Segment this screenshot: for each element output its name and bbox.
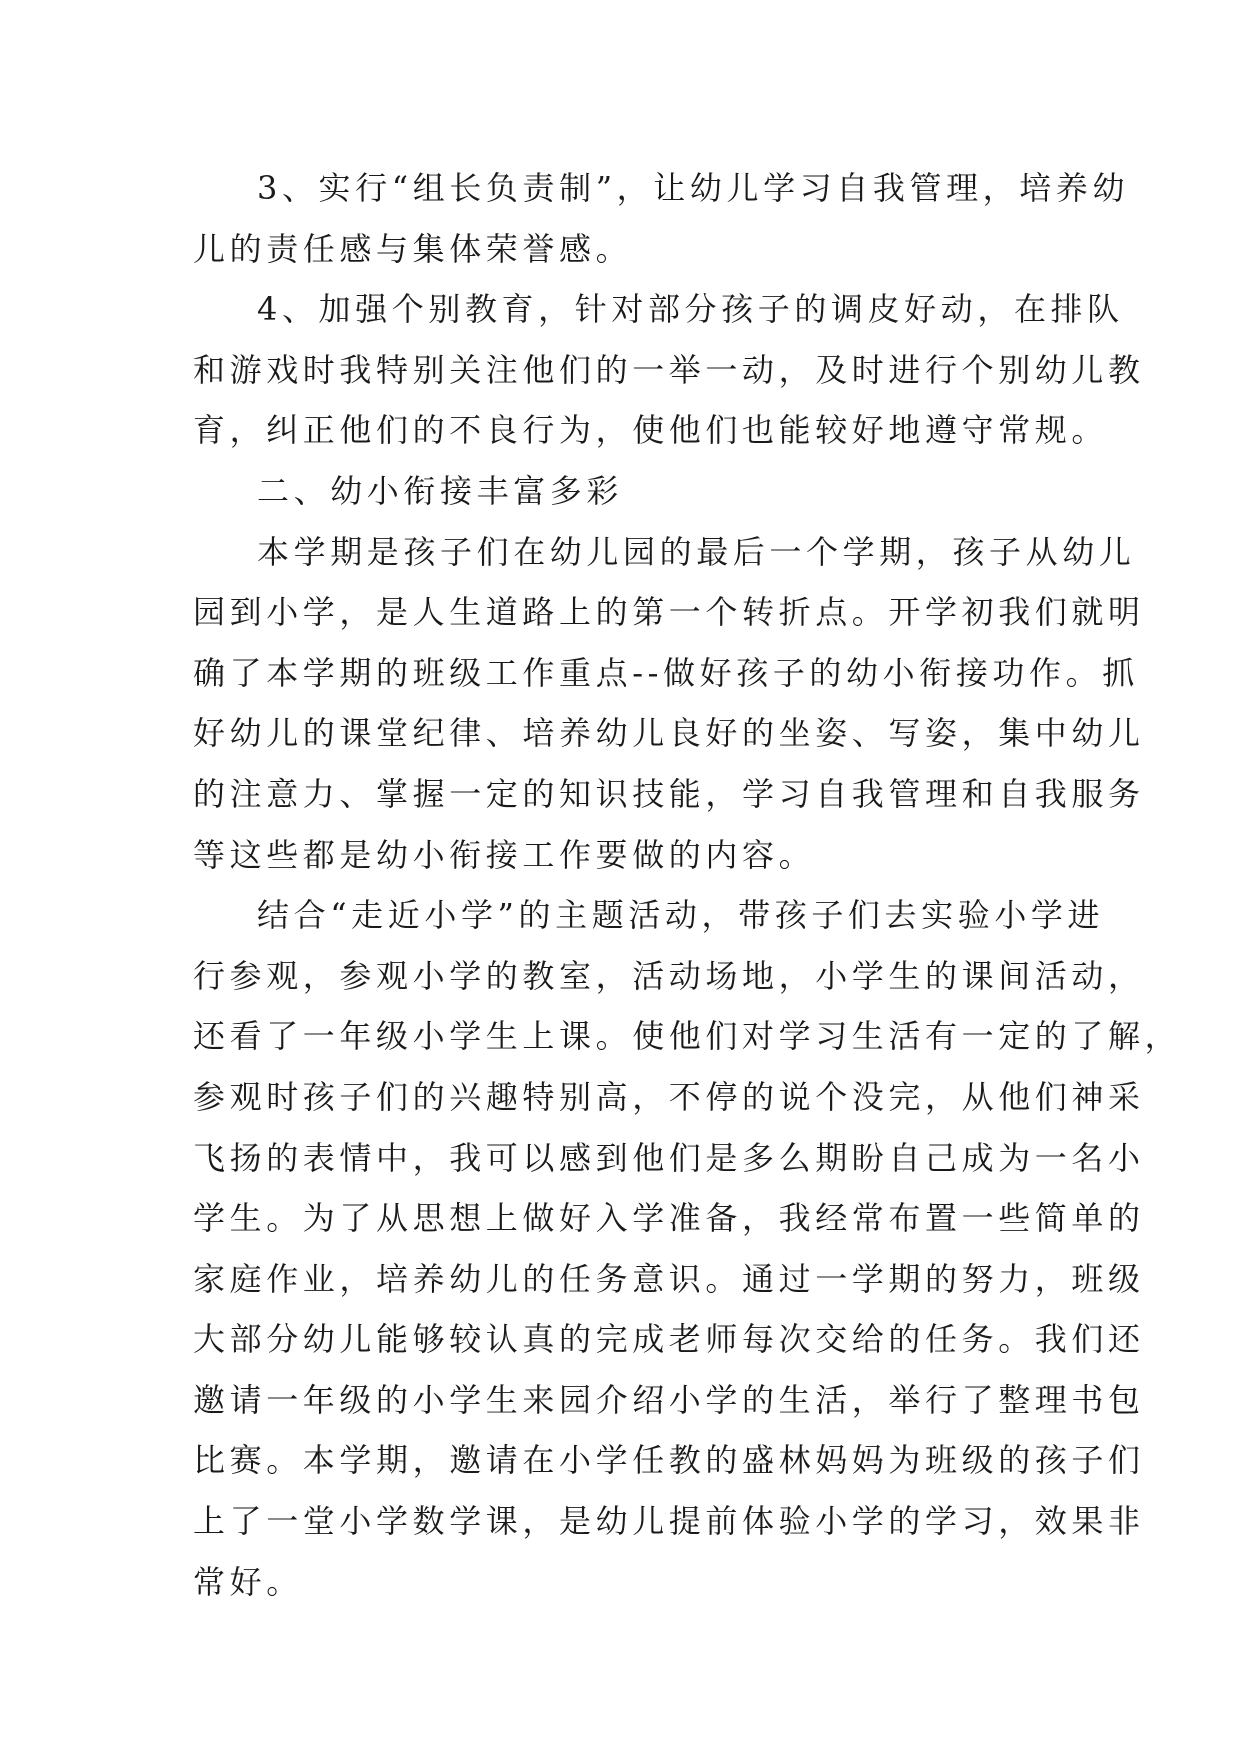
paragraph-line: 确了本学期的班级工作重点--做好孩子的幼小衔接功作。抓 (193, 653, 1139, 692)
paragraph-line: 结合“走近小学”的主题活动，带孩子们去实验小学进 (257, 896, 1105, 935)
section-heading: 二、幼小衔接丰富多彩 (257, 471, 624, 510)
paragraph-line: 4、加强个别教育，针对部分孩子的调皮好动，在排队 (257, 290, 1124, 329)
paragraph-line: 好幼儿的课堂纪律、培养幼儿良好的坐姿、写姿，集中幼儿 (193, 714, 1145, 753)
paragraph-line: 常好。 (193, 1562, 303, 1601)
paragraph-line: 的注意力、掌握一定的知识技能，学习自我管理和自我服务 (193, 774, 1145, 813)
paragraph-line: 等这些都是幼小衔接工作要做的内容。 (193, 835, 816, 874)
paragraph-line: 育，纠正他们的不良行为，使他们也能较好地遵守常规。 (193, 411, 1109, 450)
paragraph-line: 本学期是孩子们在幼儿园的最后一个学期，孩子从幼儿 (257, 532, 1136, 571)
paragraph-line: 飞扬的表情中，我可以感到他们是多么期盼自己成为一名小 (193, 1138, 1145, 1177)
paragraph-line: 学生。为了从思想上做好入学准备，我经常布置一些简单的 (193, 1199, 1145, 1238)
paragraph-line: 参观时孩子们的兴趣特别高，不停的说个没完，从他们神采 (193, 1077, 1145, 1116)
paragraph-line: 比赛。本学期，邀请在小学任教的盛林妈妈为班级的孩子们 (193, 1441, 1145, 1480)
paragraph-line: 和游戏时我特别关注他们的一举一动，及时进行个别幼儿教 (193, 350, 1145, 389)
paragraph-line: 园到小学，是人生道路上的第一个转折点。开学初我们就明 (193, 593, 1145, 632)
document-body (193, 158, 1182, 1612)
paragraph-line: 行参观，参观小学的教室，活动场地，小学生的课间活动， (193, 956, 1145, 995)
paragraph-line: 邀请一年级的小学生来园介绍小学的生活，举行了整理书包 (193, 1380, 1145, 1419)
paragraph-line: 上了一堂小学数学课，是幼儿提前体验小学的学习，效果非 (193, 1502, 1145, 1541)
paragraph-line: 儿的责任感与集体荣誉感。 (193, 229, 633, 268)
paragraph-line: 大部分幼儿能够较认真的完成老师每次交给的任务。我们还 (193, 1320, 1145, 1359)
paragraph-line: 家庭作业，培养幼儿的任务意识。通过一学期的努力，班级 (193, 1259, 1145, 1298)
paragraph-line: 还看了一年级小学生上课。使他们对学习生活有一定的了解， (193, 1017, 1182, 1056)
paragraph-line: 3、实行“组长负责制”，让幼儿学习自我管理，培养幼 (257, 169, 1130, 207)
